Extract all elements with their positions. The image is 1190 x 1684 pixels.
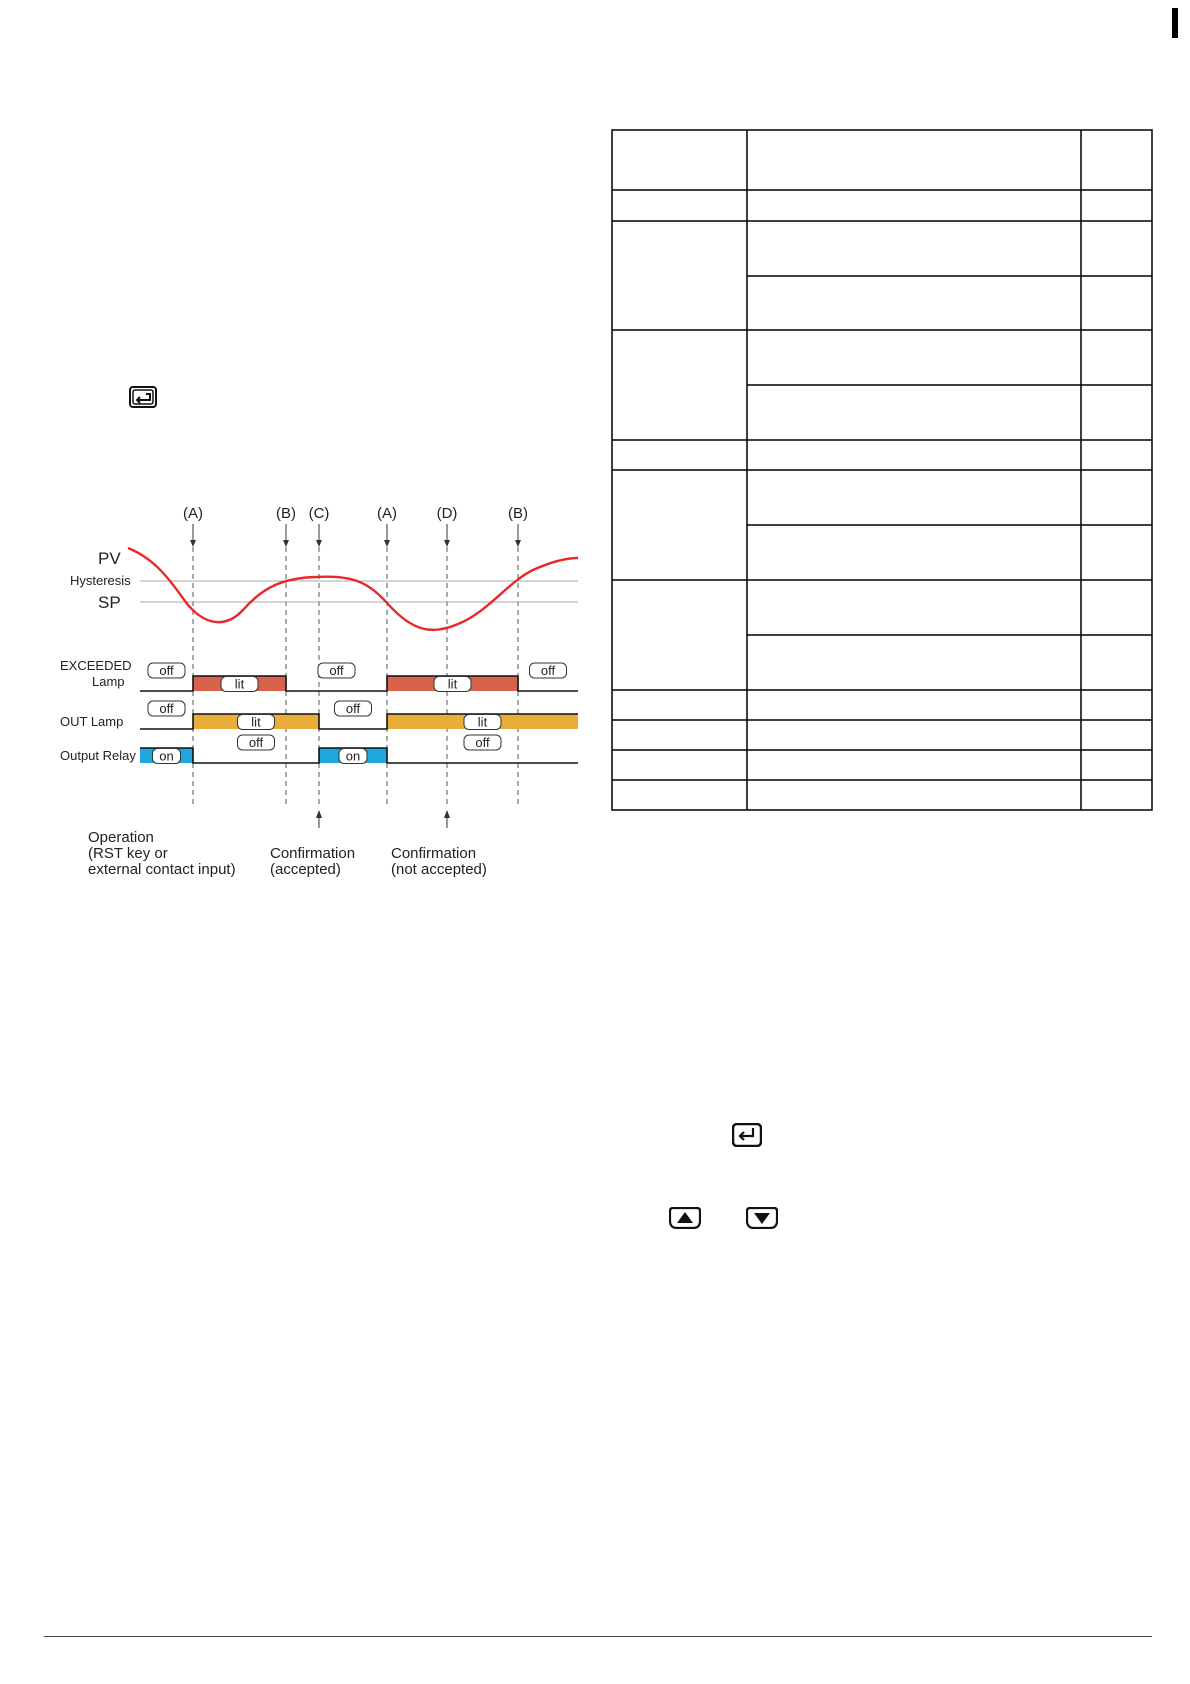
accepted-note-line: (accepted) [270,861,341,878]
state-label: off [329,663,344,678]
pv-label: PV [98,549,121,568]
event-label: (B) [508,505,528,522]
state-label: lit [447,676,458,692]
state-label: off [159,663,174,678]
state-label: off [475,735,490,750]
row-label-output-relay: Output Relay [60,748,136,763]
event-label: (C) [308,505,330,522]
accepted-note-line: Confirmation [270,845,356,862]
state-label: lit [234,676,245,692]
footer-rule [44,1636,1152,1637]
operation-note-line: (RST key or [88,845,168,862]
state-label: off [345,701,361,716]
event-label: (B) [276,505,296,522]
event-label: (A) [377,505,397,522]
not-accepted-note-line: Confirmation [391,845,477,862]
state-label: off [248,735,264,750]
row-label-exceeded: EXCEEDED [60,658,132,673]
state-label: lit [477,714,488,730]
event-arrowhead [316,540,322,547]
state-label: lit [251,714,261,730]
state-label: on [159,748,174,764]
down-arrow-key-icon [746,1207,778,1229]
row-label-exceeded-lamp: Lamp [92,674,125,689]
state-label: on [345,748,361,764]
operation-note-line: Operation [88,829,154,846]
hysteresis-label: Hysteresis [70,573,131,588]
state-label: off [540,663,556,678]
parameter-table [611,129,1153,811]
state-label: off [159,701,174,716]
pv-curve [128,548,578,630]
not-accepted-note-line: (not accepted) [391,861,487,878]
event-arrowhead [515,540,521,547]
sp-label: SP [98,593,121,612]
enter-key-icon [732,1123,762,1147]
event-arrowhead [283,540,289,547]
event-label: (A) [183,505,203,522]
timing-chart [58,505,578,910]
return-key-icon [129,386,157,408]
operation-note-line: external contact input) [88,861,236,878]
row-label-out-lamp: OUT Lamp [60,714,124,729]
event-label: (D) [436,505,458,522]
event-arrowhead [444,540,450,547]
event-arrowhead [384,540,390,547]
up-arrow-key-icon [669,1207,701,1229]
event-arrowhead [190,540,196,547]
page-corner-mark [1172,8,1178,38]
